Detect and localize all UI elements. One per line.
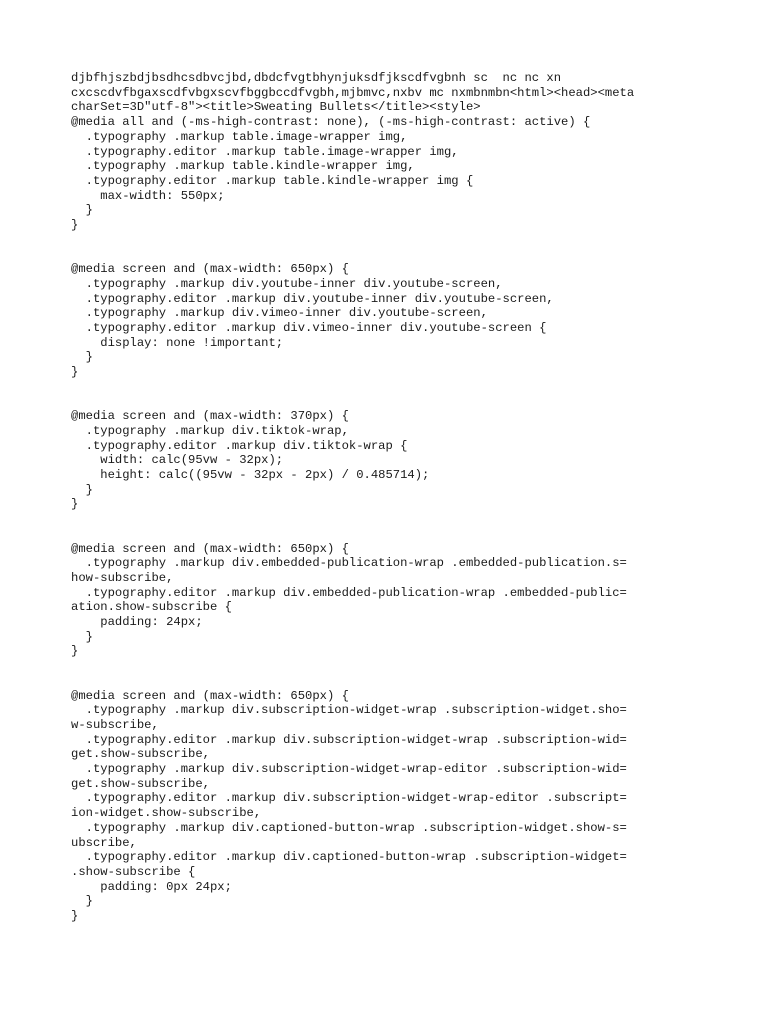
document-line: .typography.editor .markup div.youtube-inner div.youtube-screen, — [71, 291, 554, 306]
document-line: .typography .markup div.subscription-widget-wrap .subscription-widget.sho= — [71, 703, 627, 718]
document-line: w-subscribe, — [71, 717, 159, 732]
document-line: .typography.editor .markup table.image-wrapper img, — [71, 144, 459, 159]
document-line: } — [71, 629, 93, 644]
document-line: @media screen and (max-width: 370px) { — [71, 409, 349, 424]
document-line: max-width: 550px; — [71, 188, 225, 203]
document-line: } — [71, 203, 93, 218]
document-line: ubscribe, — [71, 835, 137, 850]
document-line: get.show-subscribe, — [71, 776, 210, 791]
document-line: } — [71, 350, 93, 365]
document-text — [71, 71, 751, 924]
document-line: get.show-subscribe, — [71, 747, 210, 762]
document-line: @media all and (-ms-high-contrast: none), (-ms-high-contrast: active) { — [71, 115, 591, 130]
document-line: .show-subscribe { — [71, 864, 196, 879]
document-line: @media screen and (max-width: 650px) { — [71, 541, 349, 556]
document-line: padding: 0px 24px; — [71, 879, 232, 894]
document-line: } — [71, 894, 93, 909]
document-line: padding: 24px; — [71, 615, 203, 630]
document-line: .typography.editor .markup table.kindle-wrapper img { — [71, 173, 474, 188]
document-line: charSet=3D"utf-8"><title>Sweating Bullets</title><style> — [71, 100, 481, 115]
document-line: height: calc((95vw - 32px - 2px) / 0.485714); — [71, 467, 430, 482]
document-line: } — [71, 644, 79, 659]
document-line: .typography .markup div.youtube-inner div.youtube-screen, — [71, 276, 503, 291]
document-line: } — [71, 482, 93, 497]
document-line: .typography .markup div.tiktok-wrap, — [71, 423, 349, 438]
document-line: display: none !important; — [71, 335, 284, 350]
document-line: .typography.editor .markup div.subscription-widget-wrap .subscription-wid= — [71, 732, 627, 747]
document-line: .typography.editor .markup div.vimeo-inner div.youtube-screen { — [71, 320, 547, 335]
document-line: ion-widget.show-subscribe, — [71, 806, 262, 821]
document-line: .typography .markup div.embedded-publication-wrap .embedded-publication.s= — [71, 556, 627, 571]
document-line: width: calc(95vw - 32px); — [71, 453, 284, 468]
document-line: djbfhjszbdjbsdhcsdbvcjbd,dbdcfvgtbhynjuksdfjkscdfvgbnh sc nc nc xn — [71, 71, 562, 85]
document-line: cxcscdvfbgaxscdfvbgxscvfbggbccdfvgbh,mjbmvc,nxbv mc nxmbnmbn<html><head><meta — [71, 85, 635, 100]
document-line: .typography .markup table.image-wrapper img, — [71, 129, 408, 144]
document-line: } — [71, 218, 79, 233]
document-line: @media screen and (max-width: 650px) { — [71, 262, 349, 277]
document-line: .typography.editor .markup div.embedded-publication-wrap .embedded-public= — [71, 585, 627, 600]
document-line: .typography .markup div.subscription-widget-wrap-editor .subscription-wid= — [71, 762, 627, 777]
document-line: .typography .markup table.kindle-wrapper img, — [71, 159, 415, 174]
document-line: } — [71, 909, 79, 924]
document-line: .typography .markup div.vimeo-inner div.youtube-screen, — [71, 306, 488, 321]
document-line: .typography.editor .markup div.captioned-button-wrap .subscription-widget= — [71, 850, 627, 865]
document-line: } — [71, 497, 79, 512]
document-line: .typography .markup div.captioned-button-wrap .subscription-widget.show-s= — [71, 820, 627, 835]
document-line: } — [71, 365, 79, 380]
document-line: ation.show-subscribe { — [71, 600, 232, 615]
document-line: how-subscribe, — [71, 570, 174, 585]
document-line: .typography.editor .markup div.subscription-widget-wrap-editor .subscript= — [71, 791, 627, 806]
document-line: .typography.editor .markup div.tiktok-wrap { — [71, 438, 408, 453]
document-line: @media screen and (max-width: 650px) { — [71, 688, 349, 703]
